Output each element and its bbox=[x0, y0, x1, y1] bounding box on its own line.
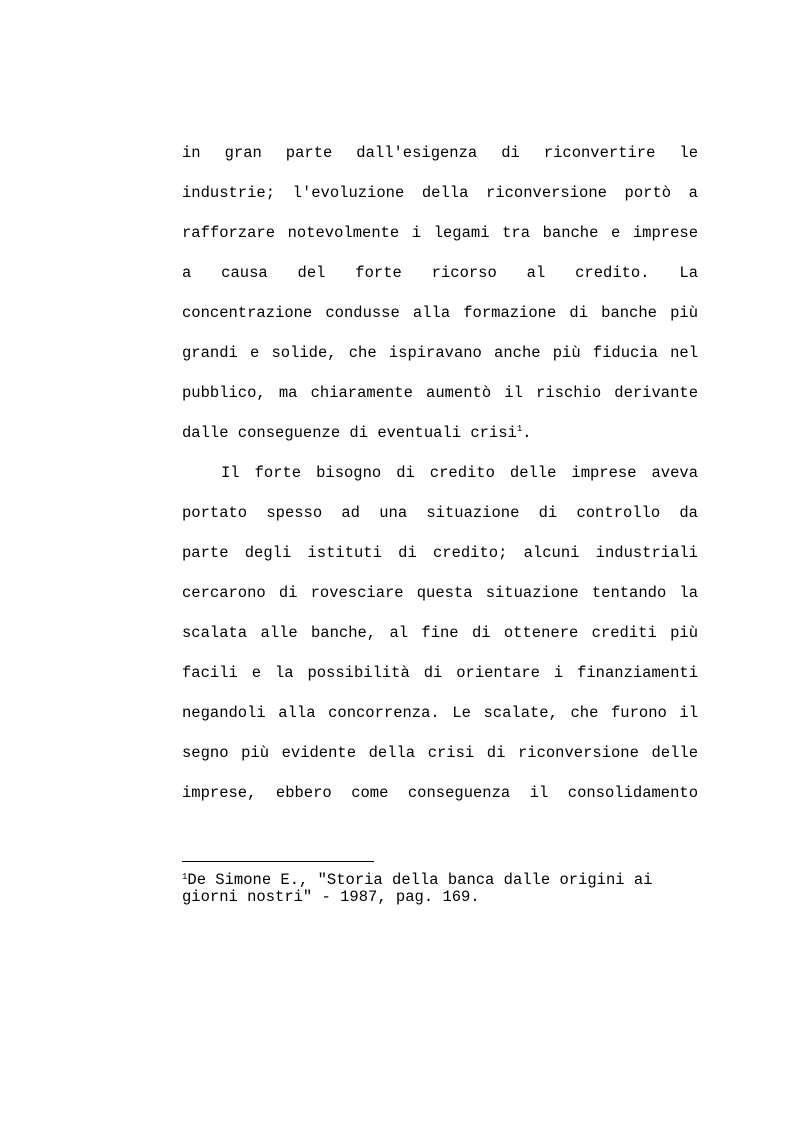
footnote-marker: 1 bbox=[182, 872, 188, 882]
text-line: industrie; l'evoluzione della riconversione portò a bbox=[182, 184, 698, 202]
paragraph-start-line: Il forte bisogno di credito delle imprese aveva bbox=[221, 464, 698, 482]
text-line: in gran parte dall'esigenza di riconvertire le bbox=[182, 144, 698, 162]
footnote-text: De Simone E., "Storia della banca dalle origini ai bbox=[187, 871, 653, 889]
footnote-separator bbox=[182, 861, 374, 862]
footnote bbox=[182, 872, 698, 906]
text-line: concentrazione condusse alla formazione di banche più bbox=[182, 304, 698, 322]
text-line: segno più evidente della crisi di riconversione delle bbox=[182, 744, 698, 762]
text-line: grandi e solide, che ispiravano anche più fiducia nel bbox=[182, 344, 698, 362]
paragraph-end-line bbox=[182, 413, 698, 453]
text-line: negandoli alla concorrenza. Le scalate, che furono il bbox=[182, 704, 698, 722]
footnote-line: giorni nostri" - 1987, pag. 169. bbox=[182, 888, 480, 906]
text-line: a causa del forte ricorso al credito. La bbox=[182, 264, 698, 282]
text-line: rafforzare notevolmente i legami tra banche e imprese bbox=[182, 224, 698, 242]
body-text bbox=[182, 133, 698, 813]
text-line: facili e la possibilità di orientare i finanziamenti bbox=[182, 664, 698, 682]
text-line: scalata alle banche, al fine di ottenere crediti più bbox=[182, 624, 698, 642]
text-line: cercarono di rovesciare questa situazione tentando la bbox=[182, 584, 698, 602]
text-line: imprese, ebbero come conseguenza il consolidamento bbox=[182, 784, 698, 802]
text-line: pubblico, ma chiaramente aumentò il rischio derivante bbox=[182, 384, 698, 402]
footnote-line bbox=[182, 872, 698, 889]
footnote-reference[interactable]: 1 bbox=[516, 424, 523, 434]
text-line: parte degli istituti di credito; alcuni industriali bbox=[182, 544, 698, 562]
text-line: portato spesso ad una situazione di controllo da bbox=[182, 504, 698, 522]
text-line: dalle conseguenze di eventuali crisi bbox=[182, 424, 517, 442]
sentence-period: . bbox=[522, 424, 532, 442]
